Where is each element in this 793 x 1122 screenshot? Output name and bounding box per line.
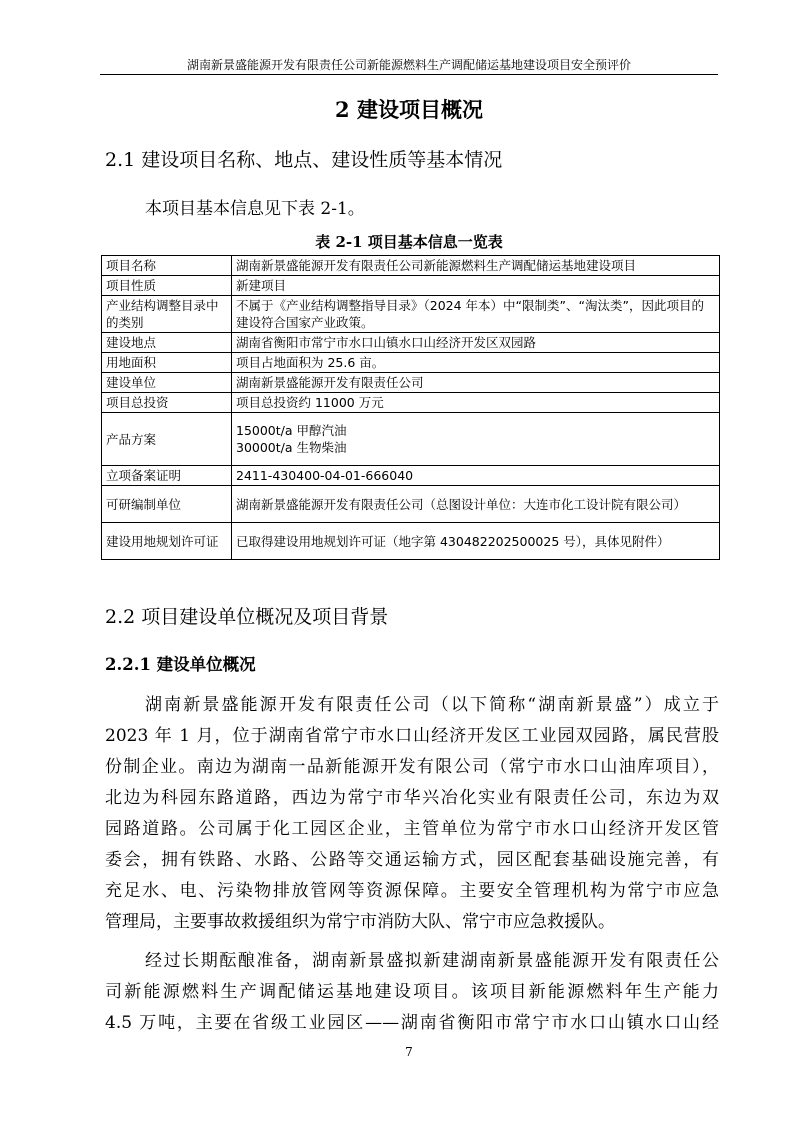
page-number: 7 <box>405 1045 413 1059</box>
row-label: 建设单位 <box>102 373 232 393</box>
chapter-title: 2 建设项目概况 <box>335 97 483 122</box>
paragraph-line: 充足水、电、污染物排放管网等资源保障。主要安全管理机构为常宁市应急 <box>105 881 719 901</box>
row-value: 项目总投资约 11000 万元 <box>232 393 720 413</box>
row-value: 2411-430400-04-01-666040 <box>232 466 720 486</box>
row-value: 湖南省衡阳市常宁市水口山镇水口山经济开发区双园路 <box>232 333 720 353</box>
section-heading-2-2: 2.2 项目建设单位概况及项目背景 <box>105 606 389 628</box>
paragraph-line: 湖南新景盛能源开发有限责任公司（以下简称“湖南新景盛”）成立于 <box>145 695 719 715</box>
paragraph-line: 经过长期酝酿准备，湖南新景盛拟新建湖南新景盛能源开发有限责任公 <box>145 951 719 971</box>
header-rule <box>100 74 718 75</box>
row-label: 用地面积 <box>102 353 232 373</box>
paragraph-line: 管理局，主要事故救援组织为常宁市消防大队、常宁市应急救援队。 <box>105 912 615 932</box>
product-line: 30000t/a 生物柴油 <box>236 440 347 455</box>
row-label: 产业结构调整目录中的类别 <box>102 296 232 333</box>
row-value: 湖南新景盛能源开发有限责任公司新能源燃料生产调配储运基地建设项目 <box>232 256 720 276</box>
running-header: 湖南新景盛能源开发有限责任公司新能源燃料生产调配储运基地建设项目安全预评价 <box>186 58 631 72</box>
table-row <box>102 523 720 560</box>
paragraph-line: 北边为科园东路道路，西边为常宁市华兴冶化实业有限责任公司，东边为双 <box>105 788 719 808</box>
table-row <box>102 353 720 373</box>
table-row <box>102 333 720 353</box>
table-row <box>102 413 720 466</box>
project-info-table <box>101 255 720 560</box>
table-caption: 表 2-1 项目基本信息一览表 <box>315 233 503 251</box>
table-row <box>102 276 720 296</box>
paragraph-line: 园路道路。公司属于化工园区企业，主管单位为常宁市水口山经济开发区管 <box>105 819 719 839</box>
table-row <box>102 486 720 523</box>
table-row <box>102 393 720 413</box>
row-label: 可研编制单位 <box>102 486 232 523</box>
row-label: 建设用地规划许可证 <box>102 523 232 560</box>
row-label: 立项备案证明 <box>102 466 232 486</box>
paragraph-project-background <box>105 946 719 1039</box>
table-row <box>102 373 720 393</box>
paragraph-line: 份制企业。南边为湖南一品新能源开发有限公司（常宁市水口山油库项目）， <box>105 757 719 777</box>
section-heading-2-1: 2.1 建设项目名称、地点、建设性质等基本情况 <box>105 149 503 171</box>
subsection-heading-2-2-1: 2.2.1 建设单位概况 <box>105 655 256 674</box>
row-label: 建设地点 <box>102 333 232 353</box>
table-row <box>102 466 720 486</box>
row-value: 不属于《产业结构调整指导目录》（2024 年本）中“限制类”、“淘汰类”，因此项目的建设符合国家产业政策。 <box>232 296 720 333</box>
row-label: 项目总投资 <box>102 393 232 413</box>
row-value: 湖南新景盛能源开发有限责任公司 <box>232 373 720 393</box>
paragraph-line: 4.5 万吨，主要在省级工业园区——湖南省衡阳市常宁市水口山镇水口山经 <box>105 1013 719 1033</box>
table-row <box>102 256 720 276</box>
row-label: 产品方案 <box>102 413 232 466</box>
row-value: 已取得建设用地规划许可证（地字第 430482202500025 号），具体见附件） <box>232 523 720 560</box>
row-label: 项目名称 <box>102 256 232 276</box>
paragraph-line: 委会，拥有铁路、水路、公路等交通运输方式，园区配套基础设施完善，有 <box>105 850 719 870</box>
row-label: 项目性质 <box>102 276 232 296</box>
intro-text: 本项目基本信息见下表 2-1。 <box>145 199 365 219</box>
row-value: 湖南新景盛能源开发有限责任公司（总图设计单位：大连市化工设计院有限公司） <box>232 486 720 523</box>
row-value <box>232 413 720 466</box>
product-line: 15000t/a 甲醇汽油 <box>236 423 347 438</box>
row-value: 新建项目 <box>232 276 720 296</box>
paragraph-line: 2023 年 1 月，位于湖南省常宁市水口山经济开发区工业园双园路，属民营股 <box>105 726 719 746</box>
paragraph-company-overview <box>105 690 719 938</box>
paragraph-line: 司新能源燃料生产调配储运基地建设项目。该项目新能源燃料年生产能力 <box>105 982 719 1002</box>
table-row <box>102 296 720 333</box>
row-value: 项目占地面积为 25.6 亩。 <box>232 353 720 373</box>
